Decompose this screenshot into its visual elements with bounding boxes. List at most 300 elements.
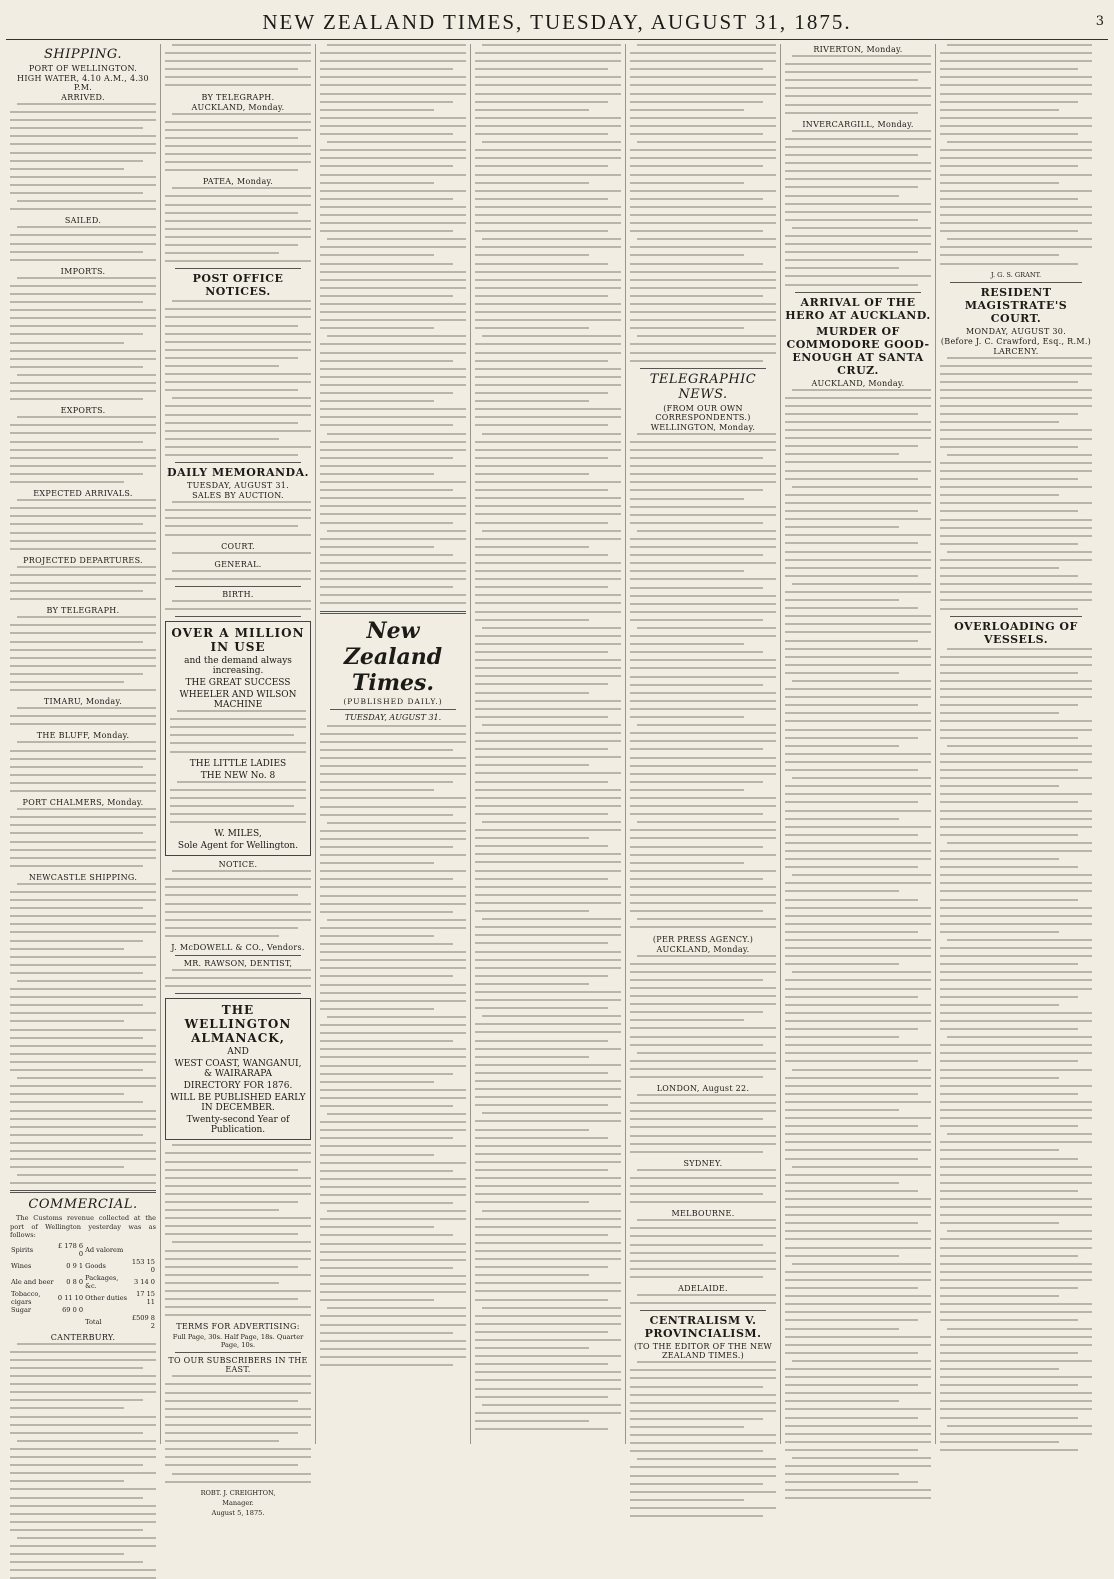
text-line [940, 737, 1078, 739]
text-line [940, 729, 1092, 731]
text-line [320, 1170, 453, 1172]
text-line [10, 782, 156, 784]
text-line [785, 1319, 918, 1321]
text-line [320, 1129, 466, 1131]
text-line [475, 165, 608, 167]
text-line [940, 1069, 1092, 1071]
text-line [785, 955, 931, 957]
text-line [10, 1383, 156, 1385]
text-line [940, 190, 1092, 192]
text-line [165, 1185, 311, 1187]
text-line [10, 424, 156, 426]
text-line [940, 462, 1092, 464]
text-line [320, 343, 466, 345]
text-line [940, 720, 1092, 722]
text-line [327, 1307, 466, 1309]
auckland-label: AUCKLAND, Monday. [656, 944, 750, 954]
text-line [165, 204, 311, 206]
column-2 [161, 44, 316, 1517]
text-line [630, 473, 776, 475]
text-line [940, 510, 1078, 512]
text-line [10, 907, 143, 909]
text-line [10, 1101, 143, 1103]
text-line [792, 680, 931, 682]
customs-row [10, 1306, 156, 1314]
text-line [475, 1104, 608, 1106]
text-line [630, 279, 776, 281]
text-line [320, 295, 453, 297]
text-line [165, 578, 311, 580]
text-line [10, 1142, 156, 1144]
text-line [10, 1012, 156, 1014]
text-line [940, 263, 1078, 265]
newspaper-nameplate: New Zealand Times. [343, 617, 443, 696]
text-line [630, 246, 776, 248]
text-line [320, 862, 434, 864]
text-line [17, 200, 156, 202]
text-block [165, 44, 311, 86]
text-line [785, 470, 931, 472]
text-line [165, 1408, 311, 1410]
text-line [630, 732, 776, 734]
text-line [785, 704, 918, 706]
text-line [320, 602, 466, 604]
text-line [475, 368, 621, 370]
text-line [940, 214, 1092, 216]
columns [6, 44, 1108, 1517]
text-line [475, 133, 608, 135]
text-line [785, 259, 931, 261]
text-line [630, 1011, 763, 1013]
text-line [630, 182, 744, 184]
text-line [10, 532, 156, 534]
text-line [785, 1433, 931, 1435]
text-line [320, 1154, 434, 1156]
arrived-label: ARRIVED. [61, 93, 105, 102]
melbourne-label: MELBOURNE. [671, 1209, 735, 1219]
text-line [940, 182, 1059, 184]
text-line [10, 382, 156, 384]
text-line [475, 781, 608, 783]
text-line [172, 1473, 311, 1475]
text-line [630, 603, 776, 605]
text-line [940, 1077, 1059, 1079]
text-line [940, 1311, 1092, 1313]
text-line [475, 1315, 621, 1317]
text-line [475, 1420, 589, 1422]
text-block [320, 44, 466, 604]
text-block [630, 1169, 776, 1203]
text-line [320, 60, 466, 62]
text-line [940, 1247, 1092, 1249]
text-line [10, 1375, 156, 1377]
text-line [630, 481, 776, 483]
text-line [320, 473, 434, 475]
text-line [475, 1282, 621, 1284]
text-line [630, 1434, 776, 1436]
text-line [940, 149, 1092, 151]
text-line [320, 1243, 466, 1245]
text-line [170, 789, 306, 791]
text-line [947, 551, 1092, 553]
text-line [475, 1396, 608, 1398]
text-line [785, 664, 931, 666]
text-line [785, 1158, 918, 1160]
text-line [940, 567, 1059, 569]
text-line [940, 429, 1092, 431]
press-agency-label: (PER PRESS AGENCY.) [652, 934, 754, 944]
text-line [10, 1029, 156, 1031]
text-line [475, 1096, 621, 1098]
text-line [785, 526, 899, 528]
text-line [320, 368, 466, 370]
text-line [785, 178, 931, 180]
text-line [940, 656, 1092, 658]
text-line [10, 1416, 156, 1418]
text-line [940, 680, 1092, 682]
text-line [320, 967, 466, 969]
text-line [940, 1004, 1059, 1006]
text-block [165, 1375, 311, 1482]
text-line [785, 542, 918, 544]
text-line [792, 777, 931, 779]
text-line [10, 673, 143, 675]
text-line [630, 465, 776, 467]
text-line [630, 1426, 744, 1428]
text-line [320, 1202, 453, 1204]
text-line [10, 865, 143, 867]
text-line [475, 683, 608, 685]
text-line [320, 943, 453, 945]
text-line [630, 611, 776, 613]
text-line [785, 235, 931, 237]
text-line [327, 238, 466, 240]
text-line [785, 138, 931, 140]
text-line [475, 1363, 608, 1365]
text-line [940, 1085, 1092, 1087]
text-line [785, 640, 918, 642]
text-line [630, 157, 776, 159]
text-line [475, 1379, 621, 1381]
text-line [165, 84, 311, 86]
text-line [10, 1069, 143, 1071]
text-line [475, 1266, 608, 1268]
text-line [630, 570, 744, 572]
text-line [475, 853, 621, 855]
daily-memo-heading: DAILY MEMORANDA. [167, 466, 309, 480]
text-line [475, 797, 621, 799]
text-line [630, 76, 776, 78]
text-line [320, 157, 466, 159]
text-line [630, 222, 776, 224]
text-line [320, 1226, 434, 1228]
text-block [10, 226, 156, 260]
text-block [170, 710, 306, 752]
customs-cell: 0 8 0 [66, 1277, 84, 1286]
text-line [320, 895, 466, 897]
text-line [630, 765, 776, 767]
text-block [165, 113, 311, 172]
text-line [630, 748, 763, 750]
text-line [940, 1384, 1078, 1386]
text-line [475, 101, 608, 103]
text-line [785, 518, 931, 520]
text-line [785, 170, 931, 172]
text-line [17, 1537, 156, 1539]
text-line [475, 376, 621, 378]
text-line [785, 615, 931, 617]
text-line [630, 578, 776, 580]
text-line [17, 616, 156, 618]
text-line [17, 416, 156, 418]
text-line [940, 1287, 1078, 1289]
text-line [320, 319, 466, 321]
text-block [165, 570, 311, 580]
text-line [630, 708, 776, 710]
text-line [10, 940, 143, 942]
text-line [475, 902, 621, 904]
text-line [940, 1206, 1092, 1208]
text-line [320, 1234, 453, 1236]
text-line [630, 538, 776, 540]
text-line [940, 931, 1059, 933]
text-line [170, 742, 306, 744]
text-line [785, 623, 931, 625]
text-line [320, 327, 434, 329]
text-block [630, 1361, 776, 1517]
text-line [785, 1093, 918, 1095]
text-line [172, 1241, 311, 1243]
text-line [10, 1505, 156, 1507]
text-line [165, 308, 311, 310]
text-line [165, 903, 311, 905]
text-line [10, 1004, 143, 1006]
text-line [475, 117, 621, 119]
text-line [940, 890, 1092, 892]
text-line [630, 441, 776, 443]
text-line [630, 1418, 763, 1420]
text-line [10, 849, 156, 851]
text-line [630, 1507, 776, 1509]
text-line [785, 1044, 931, 1046]
text-block [630, 1294, 776, 1304]
text-line [320, 522, 453, 524]
text-line [940, 438, 1092, 440]
text-line [792, 1263, 931, 1265]
text-line [637, 724, 776, 726]
text-line [327, 1113, 466, 1115]
text-line [10, 259, 156, 261]
text-line [947, 745, 1092, 747]
text-line [785, 1408, 931, 1410]
rmc-date: MONDAY, AUGUST 30. [965, 326, 1067, 336]
text-line [785, 737, 918, 739]
text-line [10, 1134, 143, 1136]
text-line [165, 195, 311, 197]
text-line [792, 971, 931, 973]
almanac-advert [165, 998, 311, 1140]
text-line [940, 101, 1078, 103]
text-line [475, 1250, 621, 1252]
court-label: COURT. [221, 541, 255, 551]
text-line [320, 392, 453, 394]
text-line [475, 1412, 621, 1414]
divider [320, 611, 466, 614]
text-line [785, 1214, 931, 1216]
text-line [10, 1351, 156, 1353]
text-line [475, 76, 621, 78]
text-line [630, 1475, 776, 1477]
murder-heading: MURDER OF COMMODORE GOOD-ENOUGH AT SANTA CRUZ. [786, 324, 930, 377]
text-block [10, 1343, 156, 1579]
text-line [785, 1368, 931, 1370]
text-line [165, 121, 311, 123]
text-line [475, 441, 621, 443]
text-line [475, 886, 621, 888]
text-line [475, 951, 621, 953]
text-line [327, 44, 466, 46]
text-line [165, 228, 311, 230]
customs-cell: 0 9 1 [66, 1261, 84, 1270]
customs-cell: Other duties [85, 1293, 128, 1302]
text-line [10, 1399, 143, 1401]
text-line [10, 1488, 156, 1490]
text-line [10, 481, 124, 483]
text-line [637, 238, 776, 240]
text-line [10, 1093, 124, 1095]
text-line [940, 793, 1092, 795]
text-block [10, 808, 156, 867]
text-line [10, 824, 156, 826]
text-line [17, 1343, 156, 1345]
text-line [475, 1185, 621, 1187]
text-line [947, 842, 1092, 844]
text-line [475, 1218, 621, 1220]
customs-intro: The Customs revenue collected at the port of Wellington yesterday was as follows: [10, 1214, 156, 1239]
text-line [10, 723, 156, 725]
text-line [630, 805, 776, 807]
text-line [320, 133, 453, 135]
text-line [940, 1117, 1092, 1119]
sewing-machine-advert [165, 621, 311, 856]
text-line [940, 963, 1078, 965]
text-line [940, 543, 1078, 545]
text-line [165, 927, 298, 929]
auckland-label: AUCKLAND, Monday. [811, 378, 905, 388]
column-5 [626, 44, 781, 1444]
text-line [637, 141, 776, 143]
text-line [170, 797, 306, 799]
text-line [10, 208, 156, 210]
text-line [637, 918, 776, 920]
text-line [475, 861, 621, 863]
text-line [475, 959, 621, 961]
text-line [475, 254, 589, 256]
text-line [475, 942, 608, 944]
text-line [10, 473, 143, 475]
text-line [630, 740, 776, 742]
text-line [10, 956, 156, 958]
text-line [630, 1235, 776, 1237]
text-line [475, 481, 621, 483]
customs-cell [84, 1306, 129, 1314]
text-line [475, 457, 608, 459]
text-line [785, 510, 918, 512]
text-line [785, 575, 918, 577]
text-line [475, 578, 621, 580]
text-line [630, 1118, 763, 1120]
text-line [320, 959, 466, 961]
text-line [785, 284, 918, 286]
text-line [940, 486, 1092, 488]
text-line [165, 894, 298, 896]
text-line [475, 505, 621, 507]
text-line [785, 1441, 931, 1443]
timaru-label: TIMARU, Monday. [43, 697, 123, 707]
almanac-early: WILL BE PUBLISHED EARLY IN DECEMBER. [170, 1093, 306, 1114]
text-line [10, 350, 156, 352]
text-line [785, 1149, 931, 1151]
text-line [172, 552, 311, 554]
text-line [630, 1466, 776, 1468]
imports-label: IMPORTS. [60, 266, 106, 276]
text-line [475, 1007, 608, 1009]
text-line [785, 1141, 931, 1143]
text-line [940, 519, 1092, 521]
text-line [165, 129, 311, 131]
text-line [165, 977, 311, 979]
text-line [475, 174, 621, 176]
text-line [630, 1027, 776, 1029]
text-line [320, 594, 466, 596]
text-line [940, 882, 1092, 884]
text-line [475, 149, 621, 151]
text-line [165, 1314, 311, 1316]
text-line [320, 854, 466, 856]
text-line [475, 52, 621, 54]
text-line [320, 984, 466, 986]
text-line [475, 206, 621, 208]
text-line [785, 534, 931, 536]
text-line [320, 149, 466, 151]
overloading-heading: OVERLOADING OF VESSELS. [954, 619, 1078, 646]
text-line [475, 983, 589, 985]
text-line [940, 979, 1092, 981]
text-line [165, 244, 298, 246]
text-line [630, 506, 776, 508]
text-line [785, 858, 931, 860]
text-line [637, 1169, 776, 1171]
text-line [170, 734, 294, 736]
text-line [630, 716, 744, 718]
text-line [327, 530, 466, 532]
text-line [165, 1282, 279, 1284]
text-line [10, 390, 156, 392]
text-line [785, 453, 899, 455]
text-line [940, 1158, 1078, 1160]
text-line [10, 184, 156, 186]
text-line [320, 741, 466, 743]
text-line [475, 513, 621, 515]
text-line [785, 1222, 918, 1224]
text-block [165, 552, 311, 554]
divider [175, 993, 301, 994]
text-line [630, 149, 776, 151]
text-block [630, 955, 776, 1078]
text-line [165, 1448, 311, 1450]
text-line [10, 432, 156, 434]
text-line [785, 745, 899, 747]
